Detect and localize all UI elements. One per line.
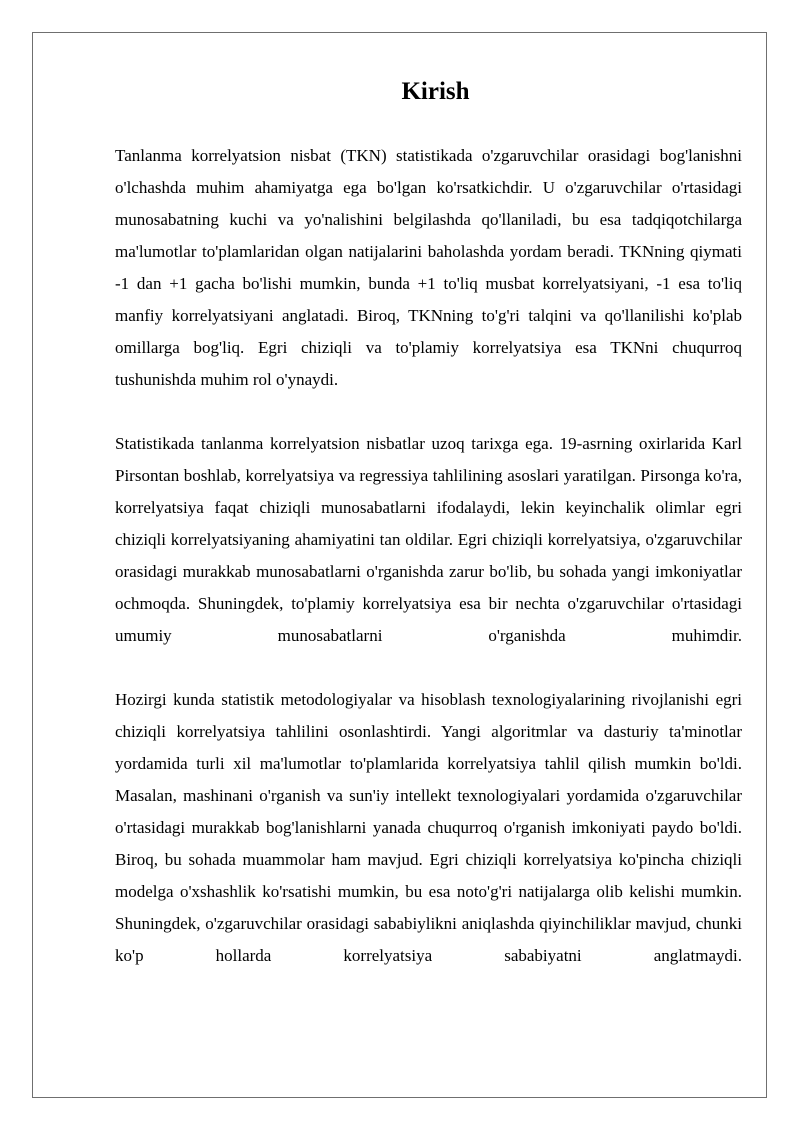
document-body (115, 74, 742, 972)
paragraph-2: Statistikada tanlanma korrelyatsion nisbatlar uzoq tarixga ega. 19-asrning oxirlarida Karl Pirsontan boshlab, korrelyatsiya va regressiya tahlilining asoslari yaratilgan. Pirsonga ko'ra, korrelyatsiya faqat chiziqli munosabatlarni ifodalaydi, lekin keyinchalik olimlar egri chiziqli korrelyatsiyaning ahamiyatini tan oldilar. Egri chiziqli korrelyatsiya, o'zgaruvchilar orasidagi murakkab munosabatlarni o'rganishda zarur bo'lib, bu sohada yangi imkoniyatlar ochmoqda. Shuningdek, to'plamiy korrelyatsiya esa bir nechta o'zgaruvchilar o'rtasidagi umumiy munosabatlarni o'rganishda muhimdir. (115, 434, 742, 645)
document-title: Kirish (401, 78, 470, 105)
paragraph-1: Tanlanma korrelyatsion nisbat (TKN) statistikada o'zgaruvchilar orasidagi bog'lanishni o'lchashda muhim ahamiyatga ega bo'lgan ko'rsatkichdir. U o'zgaruvchilar o'rtasidagi munosabatning kuchi va yo'nalishini belgilashda qo'llaniladi, bu esa tadqiqotchilarga ma'lumotlar to'plamlaridan olgan natijalarini baholashda yordam beradi. TKNning qiymati -1 dan +1 gacha bo'lishi mumkin, bunda +1 to'liq musbat korrelyatsiyani, -1 esa to'liq manfiy korrelyatsiyani anglatadi. Biroq, TKNning to'g'ri talqini va qo'llanilishi ko'plab omillarga bog'liq. Egri chiziqli va to'plamiy korrelyatsiya esa TKNni chuqurroq tushunishda muhim rol o'ynaydi. (115, 146, 742, 389)
paragraph-3: Hozirgi kunda statistik metodologiyalar va hisoblash texnologiyalarining rivojlanishi egri chiziqli korrelyatsiya tahlilini osonlashtirdi. Yangi algoritmlar va dasturiy ta'minotlar yordamida turli xil ma'lumotlar to'plamlarida korrelyatsiya tahlil qilish mumkin bo'ldi. Masalan, mashinani o'rganish va sun'iy intellekt texnologiyalari yordamida o'zgaruvchilar o'rtasidagi murakkab bog'lanishlarni yanada chuqurroq o'rganish imkoniyati paydo bo'ldi. Biroq, bu sohada muammolar ham mavjud. Egri chiziqli korrelyatsiya ko'pincha chiziqli modelga o'xshashlik ko'rsatishi mumkin, bu esa noto'g'ri natijalarga olib kelishi mumkin. Shuningdek, o'zgaruvchilar orasidagi sababiylikni aniqlashda qiyinchiliklar mavjud, chunki ko'p hollarda korrelyatsiya sababiyatni anglatmaydi. (115, 690, 742, 965)
